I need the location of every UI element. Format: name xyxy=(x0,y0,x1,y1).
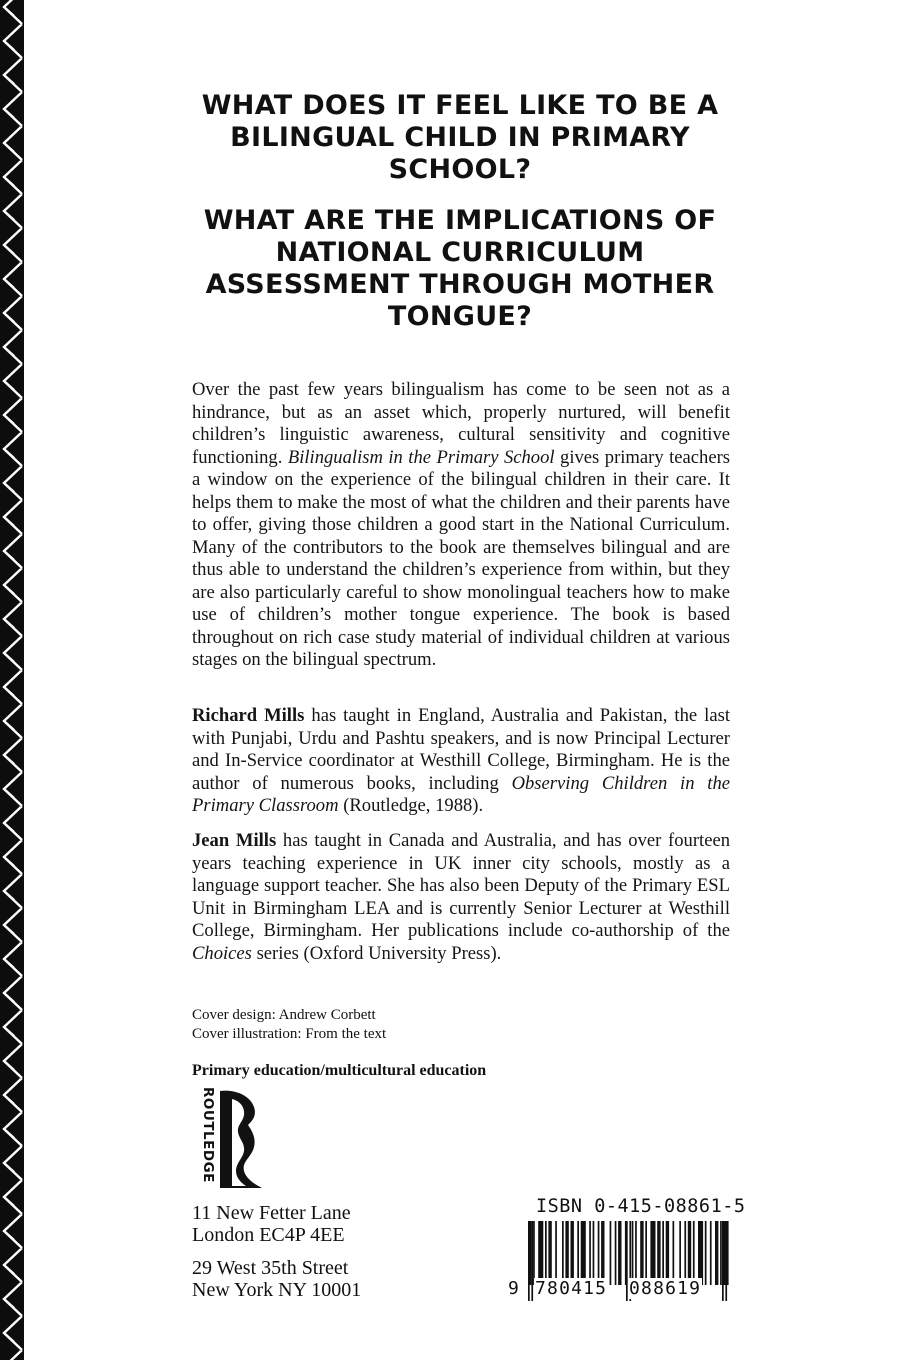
subject-category: Primary education/multicultural education xyxy=(192,1062,487,1079)
bio-tail-richard: (Routledge, 1988). xyxy=(343,795,484,816)
blurb-text-2: gives primary teachers a window on the experience of the bilingual children in their care. It helps them to make the most of what the children and their parents have to offer, giving those children a good start in the National Curriculum. Many of the contributors to the book are themselves bilingual and are thus able to understand the children’s experience from within, but they are also particularly careful to show monolingual teachers how to make use of children’s mother tongue experience. The book is based throughout on rich case study material of individual children at various stages on the bilingual spectrum. xyxy=(192,446,731,670)
routledge-logo-icon xyxy=(190,1085,270,1190)
address-uk-line-1: 11 New Fetter Lane xyxy=(192,1202,351,1224)
address-us-line-1: 29 West 35th Street xyxy=(192,1257,349,1279)
series-title: Choices xyxy=(192,942,252,964)
bio-tail-jean: series (Oxford University Press). xyxy=(256,942,502,964)
barcode-digits-right: 088619 xyxy=(629,1278,702,1299)
author-name-jean: Jean Mills xyxy=(192,830,277,851)
address-us xyxy=(192,1257,361,1301)
logo-text: ROUTLEDGE xyxy=(200,1087,216,1183)
cover-credits xyxy=(192,1006,386,1044)
author-name-richard: Richard Mills xyxy=(192,705,305,726)
isbn-label: ISBN 0-415-08861-5 xyxy=(536,1196,746,1217)
cover-illustration-credit: Cover illustration: From the text xyxy=(192,1026,387,1042)
address-uk-line-2: London EC4P 4EE xyxy=(192,1224,345,1246)
cover-design-credit: Cover design: Andrew Corbett xyxy=(192,1007,376,1023)
barcode-digits xyxy=(508,1277,730,1301)
author-bio-richard xyxy=(192,705,730,818)
richard-book-title: Observing Children in the Primary Classroom xyxy=(192,772,730,816)
headline-question-2: WHAT ARE THE IMPLICATIONS OF NATIONAL CURRICULUM ASSESSMENT THROUGH MOTHER TONGUE? xyxy=(203,205,717,332)
address-uk xyxy=(192,1202,351,1246)
address-us-line-2: New York NY 10001 xyxy=(192,1279,362,1301)
blurb-paragraph xyxy=(192,379,730,672)
barcode-digit-first: 9 xyxy=(508,1278,519,1299)
bio-text-jean: has taught in Canada and Australia, and has over fourteen years teaching experience in UK inner city schools, mostly as a language support teacher. She has also been Deputy of the Primary ESL Unit in Birmingham LEA and is currently Senior Lecturer at Westhill College, Birmingham. Her publications include co-authorship of the xyxy=(192,830,730,941)
headline-question-1: WHAT DOES IT FEEL LIKE TO BE A BILINGUAL CHILD IN PRIMARY SCHOOL? xyxy=(201,90,719,185)
book-title: Bilingualism in the Primary School xyxy=(287,446,555,468)
blurb-text-1: Over the past few years bilingualism has come to be seen not as a hindrance, but as an asset which, properly nurtured, will benefit children’s linguistic awareness, cultural sensitivity and cognitive functioning. xyxy=(192,379,730,468)
bio-text-richard: has taught in England, Australia and Pakistan, the last with Punjabi, Urdu and Pashtu speakers, and is now Principal Lecturer and In-Service coordinator at Westhill College, Birmingham. He is the author of numerous books, including xyxy=(192,705,730,794)
author-bio-jean xyxy=(192,830,730,965)
barcode-digits-left: 780415 xyxy=(535,1278,608,1299)
